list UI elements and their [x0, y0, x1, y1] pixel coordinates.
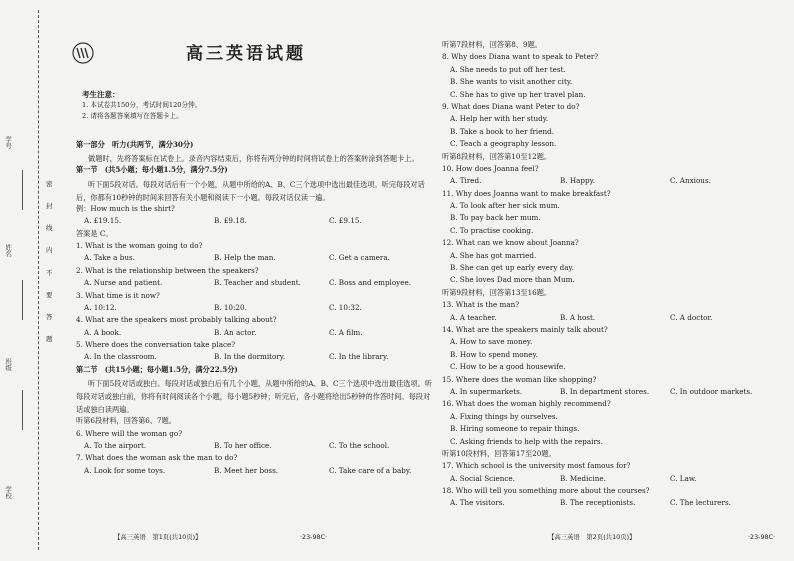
option: C. Asking friends to help with the repairs. [450, 436, 603, 446]
option: B. Help the man. [214, 253, 276, 263]
option: B. An actor. [214, 327, 257, 337]
question-options [76, 466, 436, 478]
option: B. Happy. [560, 176, 595, 186]
option: B. 10:20. [214, 302, 247, 312]
option: A. The visitors. [450, 498, 505, 508]
label-student-id: 学号 [4, 136, 13, 149]
paper-code: ·23-98C· [300, 533, 328, 541]
option: A. A book. [84, 327, 122, 337]
option: B. In department stores. [560, 386, 650, 396]
option: C. Get a camera. [329, 253, 390, 263]
material-note: 听第8段材料，回答第10至12题。 [442, 151, 552, 161]
section-heading: 第二节 (共15小题；每小题1.5分，满分22.5分) [76, 364, 238, 374]
part-heading: 第一部分 听力(共两节，满分30分) [76, 140, 194, 149]
option: B. To her office. [214, 441, 272, 451]
option: A. To look after her sick mum. [450, 201, 560, 211]
seal-line [38, 10, 39, 550]
paper-code: ·23-98C· [748, 533, 776, 541]
page-right [438, 0, 788, 561]
option: C. In the library. [329, 352, 389, 362]
material-note: 听第9段材料，回答第13至16题。 [442, 287, 552, 297]
section-intro: 听下面5段对话。每段对话后有一个小题，从题中所给的A、B、C三个选项中选出最佳选项。听完每段对话后，你都有10秒钟的时间来回答有关小题和阅读下一小题。每段对话仅读一遍。 [76, 179, 425, 202]
notice-item: 1. 本试卷共150分，考试时间120分钟。 [82, 101, 202, 110]
question-stem: 13. What is the man? [442, 300, 520, 310]
option: A. She has got married. [450, 250, 537, 260]
question-options [76, 278, 436, 290]
question-stem: 12. What can we know about Joanna? [442, 238, 579, 248]
option: A. Fixing things by ourselves. [450, 411, 558, 421]
seal-char: 答 [46, 312, 53, 321]
page-footer: 【高三英语 第2页(共10页)】 [548, 533, 636, 541]
label-class: 班级 [4, 358, 13, 371]
option: B. A host. [560, 312, 596, 322]
question-options [442, 176, 788, 188]
question-options [76, 328, 436, 340]
option: C. How to be a good housewife. [450, 362, 566, 372]
option: A. Take a bus. [84, 253, 135, 263]
option: A. £19.15. [84, 216, 122, 226]
question-stem: 11. Why does Joanna want to make breakfast? [442, 188, 611, 198]
option: B. Take a book to her friend. [450, 126, 554, 136]
page-left [66, 0, 436, 561]
seal-char: 内 [46, 246, 53, 255]
option: C. Law. [670, 473, 697, 483]
option: A. A teacher. [450, 312, 497, 322]
option: C. A doctor. [670, 312, 713, 322]
left-content [76, 140, 436, 478]
option: B. Meet her boss. [214, 465, 279, 475]
option: A. In the classroom. [84, 352, 157, 362]
fill-line [22, 390, 24, 430]
fill-line [22, 170, 24, 210]
question-stem: 18. Who will tell you something more about the courses? [442, 486, 650, 496]
option: B. The receptionists. [560, 498, 636, 508]
seal-char: 线 [46, 224, 53, 233]
question-stem: 14. What are the speakers mainly talk about? [442, 324, 608, 334]
right-content [442, 42, 788, 511]
material-note: 听第7段材料，回答第8、9题。 [442, 40, 542, 49]
option: B. Hiring someone to repair things. [450, 424, 580, 434]
option: A. Social Science. [450, 473, 515, 483]
option: A. Tired. [450, 176, 482, 186]
option: C. She loves Dad more than Mum. [450, 275, 575, 285]
option: B. £9.18. [214, 216, 247, 226]
question-stem: 10. How does Joanna feel? [442, 163, 539, 173]
question-options [442, 498, 788, 510]
seal-char: 封 [46, 202, 53, 211]
section-intro: 听下面5段对话或独白。每段对话或独白后有几个小题，从题中所给的A、B、C三个选项中选出最佳选项。听每段对话或独白前，你将有时间阅读各个小题，每小题5秒钟；听完后，各小题将给出5秒钟的作答时间。每段对话或独白读两遍。 [76, 379, 432, 415]
option: C. £9.15. [329, 216, 362, 226]
label-name: 姓名 [4, 244, 13, 257]
seal-char: 题 [46, 334, 53, 343]
option: C. The lecturers. [670, 498, 731, 508]
option: C. Boss and employee. [329, 278, 412, 288]
question-options [76, 303, 436, 315]
publisher-logo-icon [72, 42, 94, 64]
option: A. To the airport. [84, 441, 147, 451]
option: C. To practise cooking. [450, 225, 534, 235]
option: A. Help her with her study. [450, 114, 549, 124]
notice-block [82, 88, 282, 120]
seal-text [46, 180, 53, 343]
question-stem: 15. Where does the woman like shopping? [442, 374, 597, 384]
part-intro: 做题时，先将答案标在试卷上。录音内容结束后，你将有两分钟的时间将试卷上的答案转涂到答题卡上。 [88, 154, 419, 164]
exam-title: 高三英语试题 [186, 44, 306, 64]
option: A. Nurse and patient. [84, 278, 163, 288]
example-answer: 答案是 C。 [76, 228, 113, 238]
option: B. Teacher and student. [214, 278, 301, 288]
question-options [76, 441, 436, 453]
option: C. Take care of a baby. [329, 465, 412, 475]
option: C. Anxious. [670, 176, 711, 186]
seal-char: 不 [46, 268, 53, 277]
option: B. She can get up early every day. [450, 263, 574, 273]
option: C. She has to give up her travel plan. [450, 89, 586, 99]
question-options [76, 352, 436, 364]
section-heading: 第一节 (共5小题；每小题1.5分，满分7.5分) [76, 165, 228, 175]
fill-line [22, 280, 24, 320]
question-options [76, 253, 436, 265]
question-stem: 16. What does the woman highly recommend? [442, 399, 611, 409]
example-stem: 例：How much is the shirt? [76, 203, 175, 213]
question-stem: 4. What are the speakers most probably talking about? [76, 315, 277, 325]
notice-item: 2. 请将各题答案填写在答题卡上。 [82, 111, 183, 120]
option: B. Medicine. [560, 473, 606, 483]
label-school: 学校 [4, 486, 13, 499]
binding-margin [0, 0, 62, 561]
option: A. 10:12. [84, 302, 117, 312]
question-options [442, 313, 788, 325]
question-stem: 5. Where does the conversation take place? [76, 340, 236, 350]
option: A. She needs to put off her test. [450, 64, 566, 74]
material-note: 听第10段材料，回答第17至20题。 [442, 448, 556, 458]
option: C. To the school. [329, 441, 390, 451]
option: C. A film. [329, 327, 363, 337]
question-stem: 3. What time is it now? [76, 290, 160, 300]
option: A. Look for some toys. [84, 465, 166, 475]
option: A. In supermarkets. [450, 386, 523, 396]
question-options [442, 387, 788, 399]
question-options [442, 474, 788, 486]
question-stem: 9. What does Diana want Peter to do? [442, 101, 580, 111]
option: C. Teach a geography lesson. [450, 139, 557, 149]
option: B. She wants to visit another city. [450, 77, 573, 87]
option: A. How to save money. [450, 337, 533, 347]
question-stem: 6. Where will the woman go? [76, 428, 183, 438]
seal-char: 要 [46, 290, 53, 299]
material-note: 听第6段材料，回答第6、7题。 [76, 416, 176, 426]
question-stem: 17. Which school is the university most famous for? [442, 461, 631, 471]
page-footer: 【高三英语 第1页(共10页)】 [114, 533, 202, 541]
question-stem: 1. What is the woman going to do? [76, 240, 203, 250]
question-stem: 7. What does the woman ask the man to do? [76, 453, 238, 463]
seal-char: 密 [46, 180, 53, 188]
option: B. In the dormitory. [214, 352, 286, 362]
option: C. In outdoor markets. [670, 386, 753, 396]
notice-title: 考生注意： [82, 90, 120, 99]
question-stem: 2. What is the relationship between the speakers? [76, 265, 259, 275]
example-options [76, 216, 436, 228]
option: B. How to spend money. [450, 349, 538, 359]
option: C. 10:32. [329, 302, 362, 312]
question-stem: 8. Why does Diana want to speak to Peter? [442, 52, 599, 62]
option: B. To pay back her mum. [450, 213, 541, 223]
